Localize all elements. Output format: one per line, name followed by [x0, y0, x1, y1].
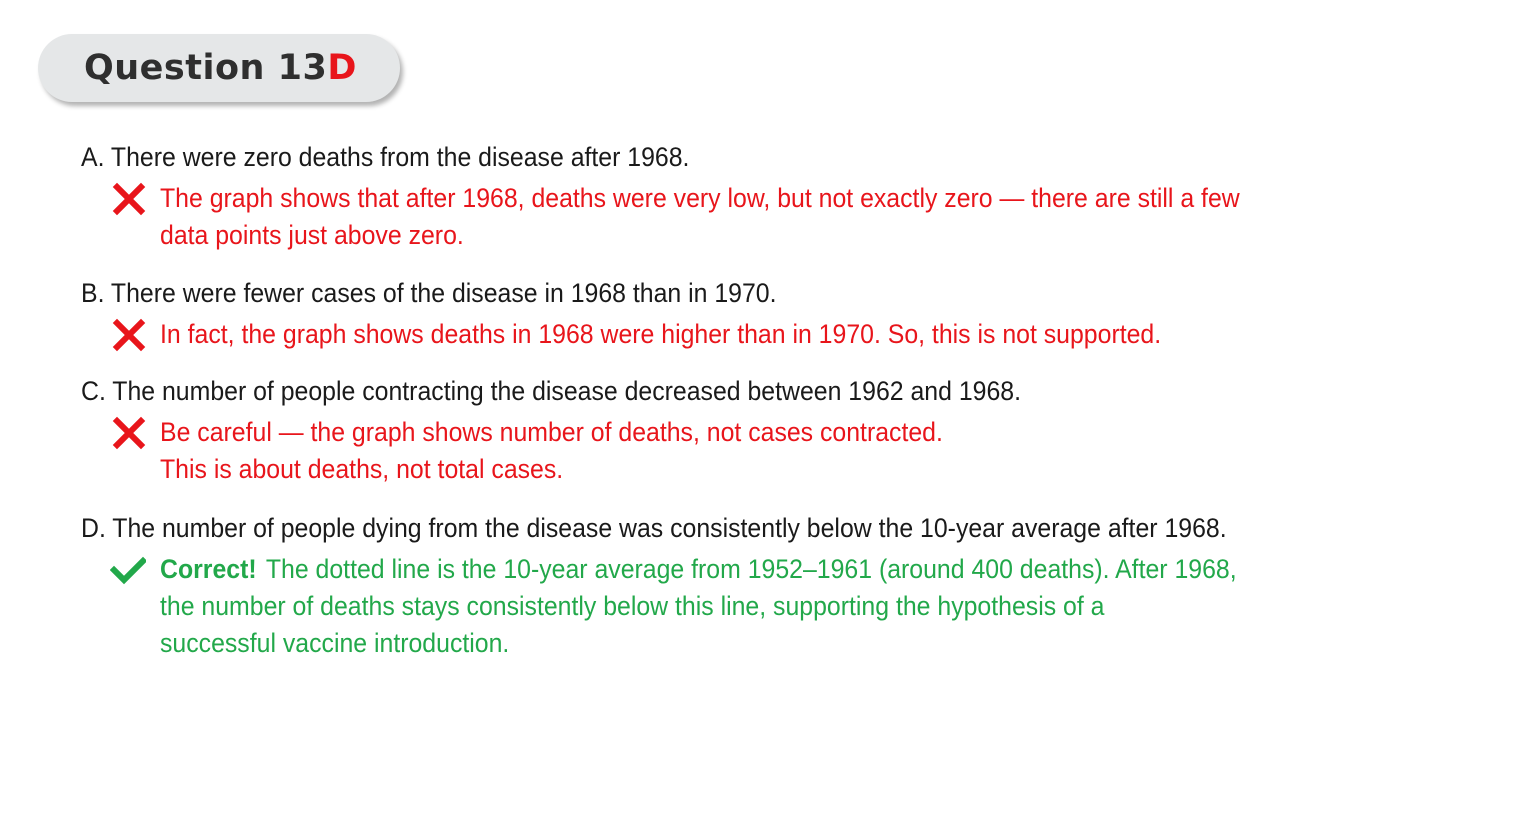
option-a-text: A. There were zero deaths from the disease after 1968.: [81, 142, 690, 172]
option-d-feedback: [81, 551, 1501, 662]
option-b-feedback-line-1: In fact, the graph shows deaths in 1968 were higher than in 1970. So, this is not supported.: [160, 319, 1162, 349]
question-title-prefix: Question 13: [84, 48, 328, 88]
question-title-badge: [38, 34, 400, 102]
option-a-feedback-line-2: data points just above zero.: [160, 220, 464, 250]
cross-icon: [112, 182, 146, 216]
checkmark-icon: [110, 553, 146, 587]
option-d-feedback-line-3: successful vaccine introduction.: [160, 628, 510, 658]
option-a-feedback: [81, 180, 1501, 254]
option-b-feedback: [81, 316, 1501, 353]
option-b-text: B. There were fewer cases of the disease in 1968 than in 1970.: [81, 278, 777, 308]
option-d-feedback-line-1: [160, 551, 1394, 588]
option-c: [81, 372, 1501, 488]
question-title: [84, 48, 357, 88]
option-c-feedback: [81, 414, 1501, 488]
option-d-text: D. The number of people dying from the disease was consistently below the 10-year average after 1968.: [81, 513, 1227, 543]
option-a: [81, 138, 1501, 254]
option-b: [81, 274, 1501, 353]
option-d-feedback-line-2: the number of deaths stays consistently below this line, supporting the hypothesis of a: [160, 591, 1105, 621]
cross-icon: [112, 416, 146, 450]
option-d: [81, 509, 1501, 662]
question-title-letter: D: [327, 48, 357, 88]
cross-icon: [112, 318, 146, 352]
option-c-feedback-line-2: This is about deaths, not total cases.: [160, 454, 564, 484]
option-c-feedback-line-1: Be careful — the graph shows number of deaths, not cases contracted.: [160, 417, 943, 447]
correct-label: Correct!: [160, 554, 257, 584]
option-d-feedback-line-1-text: The dotted line is the 10-year average from 1952–1961 (around 400 deaths). After 1968,: [265, 554, 1237, 584]
option-c-text: C. The number of people contracting the disease decreased between 1962 and 1968.: [81, 376, 1021, 406]
option-a-feedback-line-1: The graph shows that after 1968, deaths were very low, but not exactly zero — there are still a few: [160, 183, 1240, 213]
